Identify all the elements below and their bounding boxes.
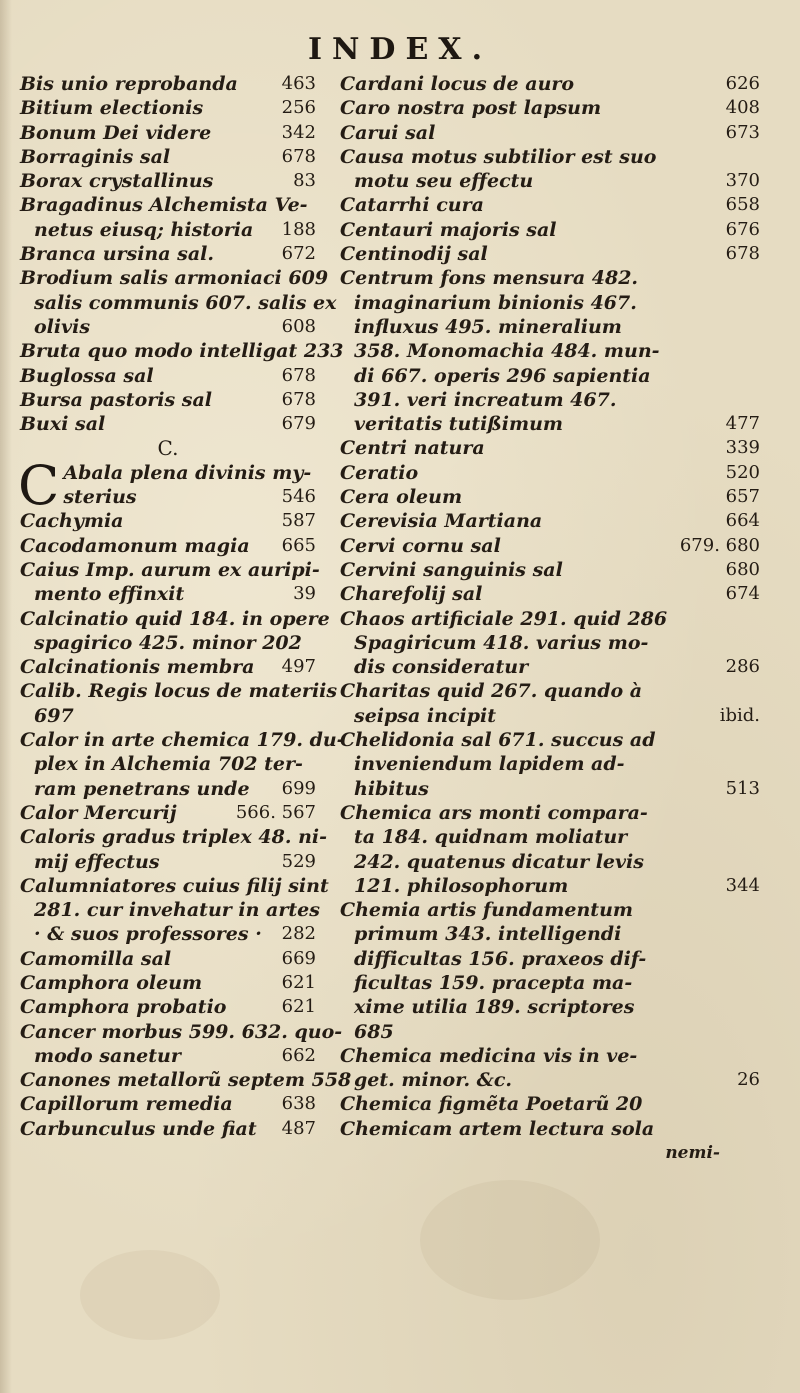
entry-line <box>20 947 316 971</box>
page-number: 513 <box>725 777 760 799</box>
entry-line <box>340 850 760 874</box>
entry-text: Bruta quo modo intelligat 233 <box>20 340 344 363</box>
entry-line <box>20 607 330 631</box>
page-number: 678 <box>281 364 316 386</box>
entry-text: dis consideratur <box>354 656 529 679</box>
entry-line <box>20 971 316 995</box>
index-entry <box>20 1117 316 1141</box>
entry-text: Chelidonia sal 671. succus ad <box>340 729 656 752</box>
page-number: 699 <box>281 777 316 799</box>
page-number: ibid. <box>719 704 760 726</box>
entry-line <box>20 291 337 315</box>
index-entry <box>20 388 316 412</box>
index-entry <box>20 607 330 656</box>
index-entry <box>20 801 316 825</box>
page-number: 608 <box>281 315 316 337</box>
entry-text: Camomilla sal <box>20 947 172 970</box>
entry-text: Camphora oleum <box>20 971 203 994</box>
entry-text: Capillorum remedia <box>20 1093 233 1116</box>
page-header: INDEX. <box>307 32 493 67</box>
entry-line <box>340 752 760 776</box>
catchword: nemi- <box>665 1143 720 1164</box>
entry-line <box>340 96 760 120</box>
entry-line <box>340 922 760 946</box>
entry-line <box>340 509 760 533</box>
index-entry <box>340 534 760 558</box>
page-number: 676 <box>725 218 760 240</box>
entry-text: plex in Alchemia 702 ter- <box>34 753 303 776</box>
entry-line <box>20 922 316 946</box>
entry-line <box>340 266 760 290</box>
entry-line <box>20 388 316 412</box>
entry-text: Abala plena divinis my- <box>63 461 312 484</box>
index-entry <box>20 655 316 679</box>
entry-text: Caius Imp. aurum ex auripi- <box>20 558 320 581</box>
index-entry <box>340 1044 760 1093</box>
index-entry <box>340 145 760 194</box>
index-entry <box>340 1092 760 1116</box>
index-entry <box>340 218 760 242</box>
entry-line <box>340 558 760 582</box>
entry-line <box>340 777 760 801</box>
entry-line <box>340 412 760 436</box>
page-number: 662 <box>281 1044 316 1066</box>
entry-line <box>340 898 760 922</box>
page-number: 529 <box>281 850 316 872</box>
page-number: 673 <box>725 121 760 143</box>
entry-text: Borax crystallinus <box>20 170 214 193</box>
entry-line <box>340 995 760 1019</box>
index-entry <box>340 436 760 460</box>
page-edge-shadow <box>0 0 12 1393</box>
index-entry <box>340 607 760 680</box>
index-entry <box>20 728 345 801</box>
page-number: 339 <box>725 437 760 459</box>
entry-text: Carui sal <box>340 121 436 144</box>
paper-stain <box>80 1250 220 1340</box>
index-entry <box>20 96 316 120</box>
entry-text: 358. Monomachia 484. mun- <box>354 340 660 363</box>
entry-text: spagirico 425. minor 202 <box>34 631 302 654</box>
section-letter: C. <box>157 436 179 461</box>
page-number: 674 <box>725 583 760 605</box>
entry-line <box>20 874 329 898</box>
entry-text: Caro nostra post lapsum <box>340 97 602 120</box>
entry-text: get. minor. &c. <box>354 1069 513 1092</box>
entry-text: Centinodij sal <box>340 243 488 266</box>
index-entry <box>20 169 316 193</box>
entry-text: motu seu effectu <box>354 170 534 193</box>
entry-text: 281. cur invehatur in artes <box>34 899 320 922</box>
entry-text: Calumniatores cuius filij sint <box>20 874 329 897</box>
entry-line <box>340 218 760 242</box>
entry-line <box>20 242 316 266</box>
index-entry <box>20 874 329 947</box>
entry-line <box>340 582 760 606</box>
entry-line <box>340 1117 760 1141</box>
entry-line <box>340 461 760 485</box>
entry-text: xime utilia 189. scriptores <box>354 996 635 1019</box>
entry-text: seipsa incipit <box>354 704 497 727</box>
page-number: 344 <box>725 874 760 896</box>
entry-line <box>20 121 316 145</box>
entry-line <box>340 971 760 995</box>
index-entry <box>340 582 760 606</box>
index-entry <box>20 1068 352 1092</box>
entry-text: di 667. operis 296 sapientia <box>354 364 651 387</box>
paper-stain <box>420 1180 600 1300</box>
entry-text: Causa motus subtilior est suo <box>340 145 657 168</box>
entry-line <box>340 436 760 460</box>
entry-text: Borraginis sal <box>20 145 171 168</box>
page-number: 477 <box>725 413 760 435</box>
entry-text: Brodium salis armoniaci 609 <box>20 267 329 290</box>
entry-line <box>20 339 344 363</box>
index-entry <box>20 558 320 607</box>
entry-text: Cacodamonum magia <box>20 534 250 557</box>
entry-line <box>20 631 316 655</box>
entry-line <box>20 1117 316 1141</box>
index-entry <box>20 266 337 339</box>
index-entry <box>20 995 316 1019</box>
entry-text: mij effectus <box>34 850 160 873</box>
entry-line <box>20 72 316 96</box>
entry-text: Bursa pastoris sal <box>20 388 213 411</box>
entry-line <box>340 339 760 363</box>
entry-text: Chemicam artem lectura sola <box>340 1117 655 1140</box>
entry-line <box>20 777 316 801</box>
entry-line <box>20 679 338 703</box>
entry-line <box>340 145 760 169</box>
entry-line <box>340 607 760 631</box>
index-entry <box>20 1092 316 1116</box>
entry-line <box>340 315 760 339</box>
entry-text: 391. veri increatum 467. <box>354 388 617 411</box>
page-number: 664 <box>725 510 760 532</box>
entry-text: Catarrhi cura <box>340 194 484 217</box>
entry-text: veritatis tutißimum <box>354 413 564 436</box>
entry-line <box>20 412 316 436</box>
entry-line <box>340 485 760 509</box>
entry-text: Canones metallorũ septem 558 <box>20 1069 352 1092</box>
page-number: 587 <box>281 510 316 532</box>
entry-line <box>340 704 760 728</box>
entry-line <box>20 169 316 193</box>
entry-text: modo sanetur <box>34 1044 181 1067</box>
entry-line <box>20 96 316 120</box>
entry-text: Centrum fons mensura 482. <box>340 267 639 290</box>
entry-text: inveniendum lapidem ad- <box>354 753 625 776</box>
entry-line <box>340 242 760 266</box>
index-entry <box>20 509 316 533</box>
index-entry <box>20 947 316 971</box>
entry-text: Chemica ars monti compara- <box>340 801 648 824</box>
entry-line <box>340 801 760 825</box>
page-number: 546 <box>281 486 316 508</box>
page-number: 26 <box>737 1069 760 1091</box>
entry-line <box>20 485 316 509</box>
drop-cap: C <box>18 453 60 517</box>
entry-text: netus eiusq; historia <box>34 218 254 241</box>
entry-line <box>340 631 760 655</box>
page-number: 679. 680 <box>679 534 760 556</box>
entry-text: Chemica medicina vis in ve- <box>340 1044 638 1067</box>
entry-text: Carbunculus unde fiat <box>20 1117 257 1140</box>
page-number: 669 <box>281 947 316 969</box>
entry-line <box>20 509 316 533</box>
entry-line <box>340 655 760 679</box>
index-entry <box>20 339 344 363</box>
page-number: 638 <box>281 1093 316 1115</box>
page-number: 658 <box>725 194 760 216</box>
index-entry <box>20 121 316 145</box>
index-entry <box>340 728 760 801</box>
entry-text: Caloris gradus triplex 48. ni- <box>20 826 328 849</box>
entry-text: Calor in arte chemica 179. du- <box>20 729 345 752</box>
page-number: 672 <box>281 243 316 265</box>
entry-text: Ceratio <box>340 461 419 484</box>
entry-text: salis communis 607. salis ex <box>34 291 337 314</box>
entry-text: Cera oleum <box>340 486 463 509</box>
entry-line <box>340 1020 760 1044</box>
index-entry <box>20 242 316 266</box>
entry-line <box>20 825 328 849</box>
page-number: 188 <box>281 218 316 240</box>
entry-text: olivis <box>34 315 91 338</box>
entry-line <box>340 1044 760 1068</box>
entry-line <box>20 315 316 339</box>
entry-line <box>20 1020 343 1044</box>
index-entry <box>340 558 760 582</box>
entry-line <box>340 679 760 703</box>
entry-text: Calcinationis membra <box>20 656 255 679</box>
entry-line <box>340 1068 760 1092</box>
entry-text: Cerevisia Martiana <box>340 510 543 533</box>
entry-text: Camphora probatio <box>20 996 227 1019</box>
entry-text: Bitium electionis <box>20 97 204 120</box>
page-number: 680 <box>725 558 760 580</box>
entry-text: Charefolij sal <box>340 583 483 606</box>
entry-line <box>20 558 320 582</box>
entry-text: 685 <box>354 1020 394 1043</box>
entry-text: Buxi sal <box>20 413 106 436</box>
entry-line <box>340 364 760 388</box>
index-entry <box>340 898 760 1044</box>
entry-text: Cervi cornu sal <box>340 534 501 557</box>
right-column <box>340 72 760 1165</box>
entry-line <box>20 1068 352 1092</box>
page-number: 256 <box>281 97 316 119</box>
entry-line <box>20 266 329 290</box>
index-entry <box>340 509 760 533</box>
entry-text: Cardani locus de auro <box>340 73 575 95</box>
entry-text: Chemia artis fundamentum <box>340 899 633 922</box>
entry-line <box>20 461 316 485</box>
entry-text: 697 <box>34 704 74 727</box>
index-entry <box>340 121 760 145</box>
index-entry <box>20 971 316 995</box>
entry-text: difficultas 156. praxeos dif- <box>354 947 647 970</box>
index-entry <box>340 1117 760 1141</box>
index-entry <box>340 801 760 898</box>
page-number: 679 <box>281 413 316 435</box>
entry-line <box>20 752 316 776</box>
entry-text: Bragadinus Alchemista Ve- <box>20 194 308 217</box>
entry-text: Bis unio reprobanda <box>20 73 238 95</box>
entry-text: Calib. Regis locus de materiis <box>20 680 338 703</box>
index-entry <box>340 679 760 728</box>
index-entry <box>20 145 316 169</box>
entry-line <box>20 534 316 558</box>
entry-text: Bonum Dei videre <box>20 121 212 144</box>
page-number: 370 <box>725 170 760 192</box>
entry-text: ta 184. quidnam moliatur <box>354 826 628 849</box>
page-number: 463 <box>281 73 316 94</box>
entry-text: Centauri majoris sal <box>340 218 557 241</box>
entry-text: Charitas quid 267. quando à <box>340 680 643 703</box>
entry-text: Calor Mercurij <box>20 801 177 824</box>
entry-text: Calcinatio quid 184. in opere <box>20 607 330 630</box>
page-number: 665 <box>281 534 316 556</box>
page-number: 621 <box>281 996 316 1018</box>
page-number: 342 <box>281 121 316 143</box>
entry-text: primum 343. intelligendi <box>354 923 622 946</box>
index-entry <box>340 242 760 266</box>
page-number: 497 <box>281 656 316 678</box>
entry-line <box>20 1092 316 1116</box>
page-number: 678 <box>281 388 316 410</box>
page-number: 657 <box>725 486 760 508</box>
entry-text: hibitus <box>354 777 429 800</box>
entry-text: influxus 495. mineralium <box>354 315 622 338</box>
index-entry <box>20 412 316 436</box>
page-number: 39 <box>293 583 316 605</box>
index-entry <box>340 266 760 436</box>
entry-line <box>20 145 316 169</box>
entry-line <box>20 193 316 217</box>
entry-text: ficultas 159. pracepta ma- <box>354 971 633 994</box>
index-entry <box>20 679 338 728</box>
entry-text: Cervini sanguinis sal <box>340 558 563 581</box>
entry-line <box>20 1044 316 1068</box>
entry-line <box>340 72 760 96</box>
entry-line <box>20 218 316 242</box>
entry-text: imaginarium binionis 467. <box>354 291 637 314</box>
entry-text: Buglossa sal <box>20 364 154 387</box>
entry-line <box>20 364 316 388</box>
index-entry <box>20 193 316 242</box>
index-entry <box>340 461 760 485</box>
entry-text: ram penetrans unde <box>34 777 250 800</box>
entry-text: mento effinxit <box>34 583 185 606</box>
page-number: 626 <box>725 73 760 94</box>
page-number: 83 <box>293 170 316 192</box>
entry-text: 121. philosophorum <box>354 874 569 897</box>
entry-line <box>340 1092 760 1116</box>
index-entry <box>340 96 760 120</box>
index-entry <box>20 364 316 388</box>
entry-line <box>20 582 316 606</box>
entry-line <box>20 801 316 825</box>
page-number: 678 <box>725 243 760 265</box>
page-number: 520 <box>725 461 760 483</box>
index-entry <box>340 485 760 509</box>
entry-text: Cachymia <box>20 510 124 533</box>
entry-line <box>340 947 760 971</box>
entry-line <box>340 193 760 217</box>
page-number: 487 <box>281 1117 316 1139</box>
entry-line <box>340 388 760 412</box>
index-entry <box>340 72 760 96</box>
index-entry <box>20 72 316 96</box>
entry-text: Cancer morbus 599. 632. quo- <box>20 1020 343 1043</box>
entry-line <box>340 291 760 315</box>
entry-text: · & suos professores · <box>34 923 262 946</box>
entry-line <box>20 704 316 728</box>
page-number: 566. 567 <box>235 801 316 823</box>
index-entry <box>20 825 328 874</box>
entry-text: Chaos artificiale 291. quid 286 <box>340 607 668 630</box>
entry-line <box>20 995 316 1019</box>
index-entry <box>340 193 760 217</box>
entry-line <box>340 825 760 849</box>
index-entry <box>20 534 316 558</box>
entry-text: sterius <box>63 486 137 509</box>
entry-line <box>340 534 760 558</box>
entry-text: 242. quatenus dicatur levis <box>354 850 644 873</box>
entry-text: Spagiricum 418. varius mo- <box>354 631 649 654</box>
entry-line <box>340 169 760 193</box>
entry-line <box>20 655 316 679</box>
page-number: 286 <box>725 656 760 678</box>
entry-text: Chemica figmẽta Poetarũ 20 <box>340 1093 643 1116</box>
entry-line <box>340 728 760 752</box>
entry-line <box>340 874 760 898</box>
page-number: 408 <box>725 97 760 119</box>
entry-line <box>20 850 316 874</box>
entry-text: Centri natura <box>340 437 485 460</box>
entry-line <box>340 121 760 145</box>
index-entry <box>20 1020 343 1069</box>
page-number: 621 <box>281 971 316 993</box>
entry-text: Branca ursina sal. <box>20 243 215 266</box>
entry-line <box>20 898 320 922</box>
left-column <box>18 72 352 1141</box>
entry-line <box>20 728 345 752</box>
page-number: 678 <box>281 145 316 167</box>
page-number: 282 <box>281 923 316 945</box>
index-entry <box>18 453 316 517</box>
